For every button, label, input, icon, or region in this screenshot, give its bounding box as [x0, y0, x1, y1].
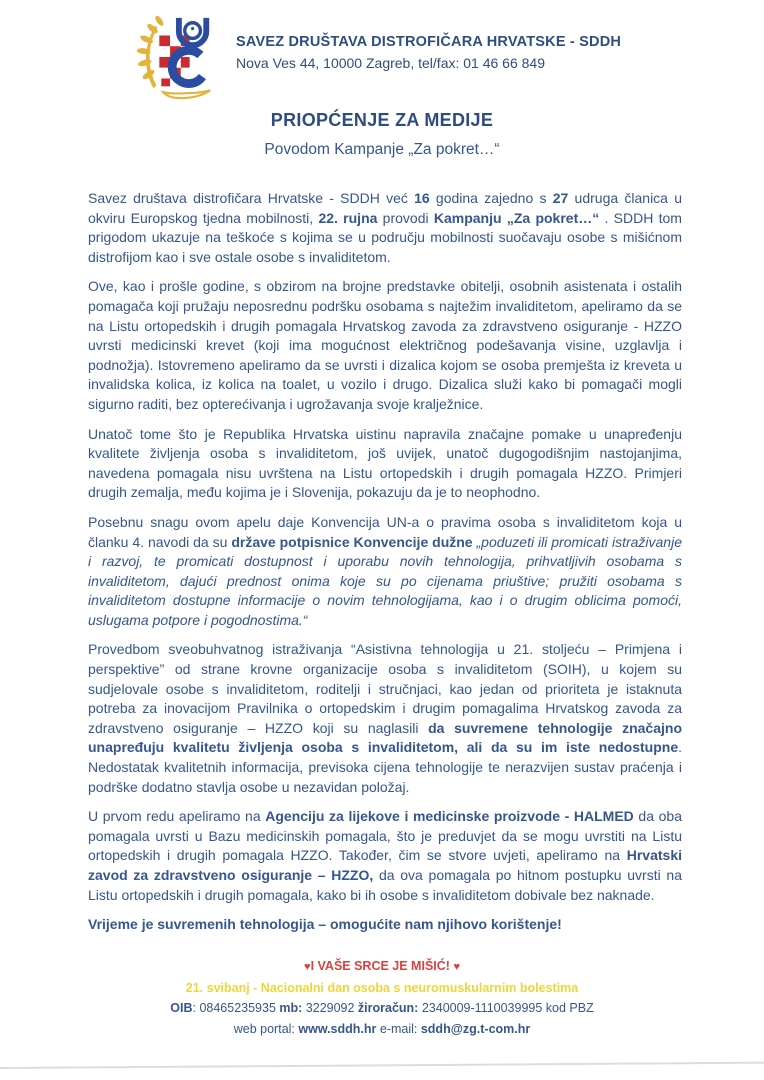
contact-line: web portal: www.sddh.hr e-mail: sddh@zg.t-com.hr	[233, 1021, 531, 1036]
heart-icon-left: ♥	[304, 961, 311, 973]
document-footer	[0, 956, 764, 1039]
page-subtitle: Povodom Kampanje „Za pokret…“	[264, 141, 500, 158]
scan-artifact-line	[0, 1061, 764, 1068]
paragraph-2: Ove, kao i prošle godine, s obzirom na brojne predstavke obitelji, osobnih asistenata i ostalih pomagača koji pružaju neposrednu podršku osobama s najtežim invaliditetom, apeliramo da se na Listu ortopedskih i drugih pomagala Hrvatskog zavoda za zdravstveno osiguranje - HZZO uvrsti medicinski krevet (koji ima mogućnost električnog podešavanja visine, uzglavlja i podnožja). Istovremeno apeliramo da se uvrsti i dizalica kojom se osoba premješta iz kreveta u invalidska kolica, iz kolica na toalet, u vozilo i drugo. Dizalica služi kako bi pomagači mogli sigurno raditi, bez opterećivanja i ugrožavanja svoje kralježnice.	[88, 278, 682, 412]
slogan-line	[0, 956, 764, 978]
header-text	[236, 32, 621, 74]
paragraph-6: U prvom redu apeliramo na Agenciju za lijekove i medicinske proizvode - HALMED da oba pomagala uvrsti u Bazu medicinskih pomagala, što je preduvjet da se mogu uvrstiti na Listu ortopedskih i drugih pomagala HZZO. Također, čim se stvore uvjeti, apeliramo na Hrvatski zavod za zdravstveno osiguranje – HZZO, da ova pomagala po hitnom postupku uvrsti na Listu ortopedskih i drugih pomagala, kako bi ih osobe s invaliditetom dobivale bez naknade.	[88, 808, 682, 903]
paragraph-5: Provedbom sveobuhvatnog istraživanja “Asistivna tehnologija u 21. stoljeću – Primjena i perspektive” od strane krovne organizacije osoba s invaliditetom (SOIH), u kojem su sudjelovale osobe s invaliditetom, roditelji i stručnjaci, kao jedan od prioriteta je istaknuta potreba za inovacijom Pravilnika o ortopedskim i drugim pomagalima Hrvatskog zavoda za zdravstveno osiguranje – HZZO koji su naglasili da suvremene tehnologije značajno unapređuju kvalitetu življenja osoba s invaliditetom, ali da su im iste nedostupne. Nedostatak kvalitetnih informacija, previsoka cijena tehnologije te nerazvijen sustav praćenja i podrške dodatno stavlja osobe u nezavidan položaj.	[88, 641, 682, 795]
closing-statement: Vrijeme je suvremenih tehnologija – omogućite nam njihovo korištenje!	[88, 916, 562, 933]
national-day-line: 21. svibanj - Nacionalni dan osoba s neuromuskularnim bolestima	[185, 980, 579, 995]
registration-info-line: OIB: 08465235935 mb: 3229092 žiroračun: 2340009-1110039995 kod PBZ	[170, 1001, 594, 1015]
paragraph-3: Unatoč tome što je Republika Hrvatska uistinu napravila značajne pomake u unapređenju kvalitete življenja osoba s invaliditetom, još uvijek, unatoč dugogodišnjim nastojanjima, navedena pomagala nisu uvrštena na Listu ortopedskih i drugih pomagala HZZO. Primjeri drugih zemalja, među kojima je i Slovenija, pokazuju da je to neophodno.	[88, 425, 682, 501]
paragraph-4: Posebnu snagu ovom apelu daje Konvencija UN-a o pravima osoba s invaliditetom koja u članku 4. navodi da su države potpisnice Konvencije dužne „poduzeti ili promicati istraživanje i razvoj, te promicati dostupnost i uporabu novih tehnologija, prihvatljivih osobama s invaliditetom, dajući prednost onima koje su po cijenama priuštive; pružiti osobama s invaliditetom dostupne informacije o novim tehnologijama, kao i o drugim oblicima pomoći, uslugama potpore i pogodnostima.“	[88, 513, 682, 628]
heart-icon-right: ♥	[453, 961, 460, 973]
sddh-logo	[130, 12, 218, 100]
slogan-text: I VAŠE SRCE JE MIŠIĆ!	[310, 959, 450, 973]
hand-icon	[163, 90, 210, 98]
document-header	[130, 12, 621, 100]
paragraph-1: Savez društava distrofičara Hrvatske - SDDH već 16 godina zajedno s 27 udruga članica u okviru Europskog tjedna mobilnosti, 22. rujna provodi Kampanju „Za pokret…“ . SDDH tom prigodom ukazuje na teškoće s kojima se u području mobilnosti suočavaju osobe s mišićnom distrofijom kao i sve ostale osobe s invaliditetom.	[88, 190, 682, 265]
org-name: SAVEZ DRUŠTAVA DISTROFIČARA HRVATSKE - SDDH	[236, 34, 622, 50]
page-title: PRIOPĆENJE ZA MEDIJE	[270, 110, 494, 130]
org-address: Nova Ves 44, 10000 Zagreb, tel/fax: 01 46 66 849	[236, 55, 545, 71]
document-body	[88, 189, 682, 945]
